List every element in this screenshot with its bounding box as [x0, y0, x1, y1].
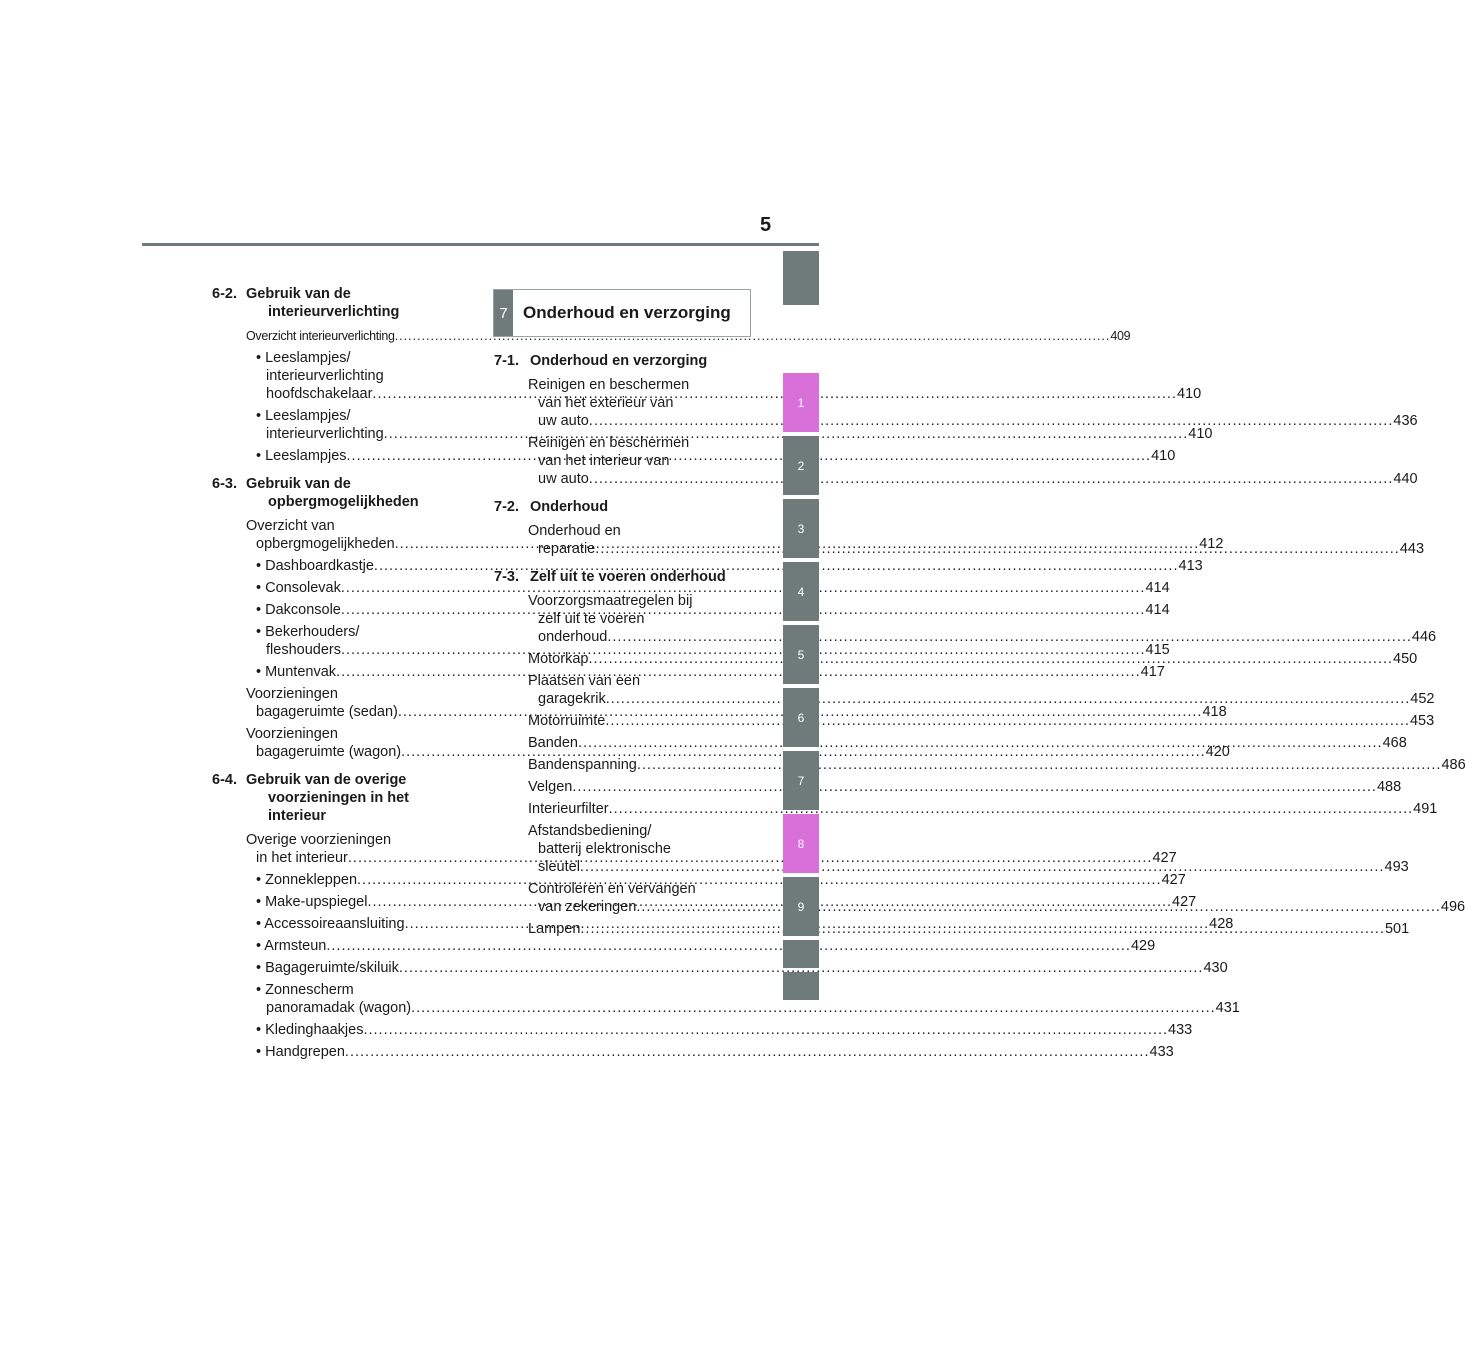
leader-dots [347, 447, 1152, 465]
entry-label: Motorkap [528, 651, 589, 667]
toc-section [494, 498, 741, 516]
entry-page-number: 420 [1205, 744, 1230, 760]
entry-last-line [528, 690, 1435, 708]
entry-page-number: 496 [1440, 899, 1466, 915]
entry-line: Voorzieningen [246, 686, 338, 702]
section-number: 6-4. [212, 772, 237, 788]
entry-line: Onderhoud en [528, 523, 621, 539]
entry-label: Lampen [528, 921, 581, 937]
section-number: 7-3. [494, 569, 519, 585]
entry-line: van het exterieur van [538, 395, 674, 411]
chapter-tab-4[interactable]: 4 [783, 562, 819, 621]
entry-label: Interieurfilter [528, 801, 609, 817]
entry-page-number: 427 [1152, 850, 1177, 866]
chapter-tab-blank[interactable] [783, 940, 819, 968]
entry-label: hoofdschakelaar [266, 386, 373, 402]
section-title: Onderhoud [530, 499, 609, 515]
entry-label: • Make-upspiegel [256, 894, 368, 910]
section-number: 7-2. [494, 499, 519, 515]
entry-page-number: 418 [1202, 704, 1227, 720]
chapter-header-box [493, 289, 751, 337]
entry-page-number: 412 [1199, 536, 1224, 552]
leader-dots [341, 601, 1146, 619]
entry-label: garagekrik [538, 691, 606, 707]
entry-page-number: 452 [1410, 691, 1435, 707]
entry-label: fleshouders [266, 642, 341, 658]
entry-label: Bandenspanning [528, 757, 637, 773]
leader-dots [636, 899, 1441, 915]
entry-label: • Kledinghaakjes [256, 1022, 364, 1038]
entry-line: • Leeslampjes/ [256, 408, 351, 424]
entry-label: • Consolevak [256, 580, 341, 596]
entry-page-number: 436 [1393, 413, 1418, 429]
chapter-tab-1[interactable]: 1 [783, 373, 819, 432]
entry-last-line [256, 557, 1203, 575]
entry-line: • Bekerhouders/ [256, 624, 360, 640]
section-number: 7-1. [494, 353, 519, 369]
entry-line: Reinigen en beschermen [528, 435, 690, 451]
entry-page-number: 443 [1399, 541, 1425, 557]
entry-label: • Zonnekleppen [256, 872, 358, 888]
entry-page-number: 415 [1145, 642, 1170, 658]
toc-entry[interactable] [212, 557, 1203, 575]
entry-label: • Handgrepen [256, 1044, 345, 1060]
entry-label: sleutel [538, 859, 580, 875]
leader-dots [580, 920, 1385, 938]
entry-label: • Dakconsole [256, 602, 341, 618]
leader-dots [609, 800, 1414, 818]
entry-page-number: 491 [1413, 801, 1438, 817]
entry-page-number: 450 [1393, 651, 1418, 667]
entry-label: • Muntenvak [256, 664, 337, 680]
entry-page-number: 440 [1393, 471, 1418, 487]
entry-page-number: 430 [1203, 960, 1228, 976]
leader-dots [595, 541, 1400, 557]
leader-dots [607, 629, 1412, 645]
chapter-tab-5[interactable]: 5 [783, 625, 819, 684]
toc-section [494, 568, 741, 586]
chapter-tab-number: 7 [494, 290, 513, 336]
chapter-title: Onderhoud en verzorging [523, 303, 731, 322]
entry-page-number: 409 [1110, 329, 1131, 343]
entry-label: in het interieur [256, 850, 348, 866]
chapter-tab-8[interactable]: 8 [783, 814, 819, 873]
toc-entry[interactable] [212, 579, 1170, 597]
toc-entry[interactable] [494, 778, 1402, 796]
entry-last-line [528, 412, 1418, 430]
toc-section [212, 475, 458, 511]
entry-label: Banden [528, 735, 578, 751]
toc-entry[interactable] [212, 1021, 1193, 1039]
entry-last-line [528, 756, 1466, 774]
leader-dots [578, 734, 1383, 752]
entry-line: Voorzorgsmaatregelen bij [528, 593, 693, 609]
entry-last-line [246, 327, 1131, 345]
entry-line: Controleren en vervangen [528, 881, 696, 897]
entry-label: uw auto [538, 413, 589, 429]
leader-dots [341, 579, 1146, 597]
entry-page-number: 453 [1409, 713, 1435, 729]
entry-page-number: 427 [1172, 894, 1197, 910]
toc-entry[interactable] [494, 756, 1466, 774]
entry-page-number: 410 [1151, 448, 1176, 464]
entry-line: van het interieur van [538, 453, 670, 469]
chapter-tab-blank[interactable] [783, 251, 819, 305]
toc-section [212, 285, 458, 321]
entry-label: • Dashboardkastje [256, 558, 374, 574]
entry-page-number: 433 [1168, 1022, 1193, 1038]
header-rule [142, 243, 819, 246]
entry-page-number: 413 [1178, 558, 1203, 574]
toc-entry[interactable] [494, 800, 1438, 818]
entry-page-number: 433 [1149, 1044, 1174, 1060]
chapter-tab-7[interactable]: 7 [783, 751, 819, 810]
entry-last-line [528, 470, 1418, 488]
entry-line: Plaatsen van een [528, 673, 641, 689]
entry-line: Afstandsbediening/ [528, 823, 652, 839]
entry-label: • Bagageruimte/skiluik [256, 960, 399, 976]
entry-last-line [256, 999, 1240, 1017]
chapter-tab-2[interactable]: 2 [783, 436, 819, 495]
leader-dots [606, 691, 1411, 707]
entry-label: van zekeringen [538, 899, 637, 915]
leader-dots [580, 859, 1385, 875]
page-number: 5 [760, 214, 772, 236]
leader-dots [411, 1000, 1216, 1016]
entry-line: • Leeslampjes/ [256, 350, 351, 366]
entry-page-number: 501 [1384, 921, 1410, 937]
leader-dots [572, 778, 1377, 796]
entry-page-number: 410 [1177, 386, 1202, 402]
toc-section [494, 352, 741, 370]
entry-page-number: 428 [1209, 916, 1234, 932]
entry-line: batterij elektronische [538, 841, 671, 857]
entry-last-line [256, 1021, 1193, 1039]
toc-entry[interactable] [212, 937, 1156, 955]
toc-entry[interactable] [212, 327, 1131, 345]
entry-page-number: 429 [1130, 938, 1156, 954]
entry-page-number: 446 [1411, 629, 1437, 645]
entry-label: • Armsteun [256, 938, 327, 954]
entry-label: bagageruimte (sedan) [256, 704, 398, 720]
entry-label: interieurverlichting [266, 426, 384, 442]
entry-label: • Leeslampjes [256, 448, 347, 464]
section-number: 6-3. [212, 476, 237, 492]
entry-label: bagageruimte (wagon) [256, 744, 402, 760]
entry-label: panoramadak (wagon) [266, 1000, 412, 1016]
entry-last-line [528, 800, 1438, 818]
chapter-tab-blank[interactable] [783, 972, 819, 1000]
toc-section [212, 771, 458, 825]
entry-label: uw auto [538, 471, 589, 487]
entry-page-number: 431 [1215, 1000, 1240, 1016]
entry-line: zelf uit te voeren [538, 611, 645, 627]
entry-label: onderhoud [538, 629, 608, 645]
entry-page-number: 468 [1382, 735, 1407, 751]
entry-label: Overzicht interieurverlichting [246, 329, 395, 343]
entry-label: reparatie [538, 541, 596, 557]
entry-page-number: 417 [1140, 664, 1165, 680]
section-title: Gebruik van de interieurverlichting [246, 286, 400, 320]
entry-last-line [256, 937, 1156, 955]
leader-dots [637, 756, 1442, 774]
entry-last-line [528, 628, 1437, 646]
toc-entry[interactable] [212, 959, 1228, 977]
entry-page-number: 486 [1441, 757, 1466, 773]
section-title: Onderhoud en verzorging [530, 353, 708, 369]
entry-page-number: 493 [1384, 859, 1409, 875]
toc-entry[interactable] [212, 981, 1240, 1017]
leader-dots [588, 650, 1393, 668]
entry-line: Overige voorzieningen [246, 832, 392, 848]
entry-page-number: 414 [1145, 580, 1170, 596]
leader-dots [363, 1021, 1168, 1039]
entry-last-line [256, 579, 1170, 597]
entry-page-number: 427 [1161, 872, 1186, 888]
entry-last-line [256, 1043, 1174, 1061]
entry-page-number: 410 [1188, 426, 1213, 442]
entry-label: opbergmogelijkheden [256, 536, 395, 552]
entry-page-number: 488 [1376, 779, 1402, 795]
entry-last-line [256, 959, 1228, 977]
leader-dots [589, 471, 1394, 487]
entry-line: Reinigen en beschermen [528, 377, 690, 393]
section-title: Zelf uit te voeren onderhoud [530, 569, 726, 585]
entry-line: • Zonnescherm [256, 982, 354, 998]
section-number: 6-2. [212, 286, 237, 302]
section-title: Gebruik van de overige voorzieningen in het interieur [246, 772, 409, 824]
entry-label: • Accessoireaansluiting [256, 916, 405, 932]
chapter-tab-6[interactable]: 6 [783, 688, 819, 747]
entry-label: Motorruimte [528, 713, 606, 729]
chapter-tab-3[interactable]: 3 [783, 499, 819, 558]
leader-dots [345, 1043, 1150, 1061]
entry-last-line [528, 778, 1402, 796]
entry-page-number: 414 [1145, 602, 1170, 618]
section-title: Gebruik van de opbergmogelijkheden [246, 476, 419, 510]
entry-line: Voorzieningen [246, 726, 338, 742]
entry-line: Overzicht van [246, 518, 335, 534]
entry-line: interieurverlichting [266, 368, 384, 384]
leader-dots [589, 413, 1394, 429]
chapter-tab-9[interactable]: 9 [783, 877, 819, 936]
toc-entry[interactable] [212, 1043, 1174, 1061]
leader-dots [605, 712, 1410, 730]
entry-label: Velgen [528, 779, 573, 795]
